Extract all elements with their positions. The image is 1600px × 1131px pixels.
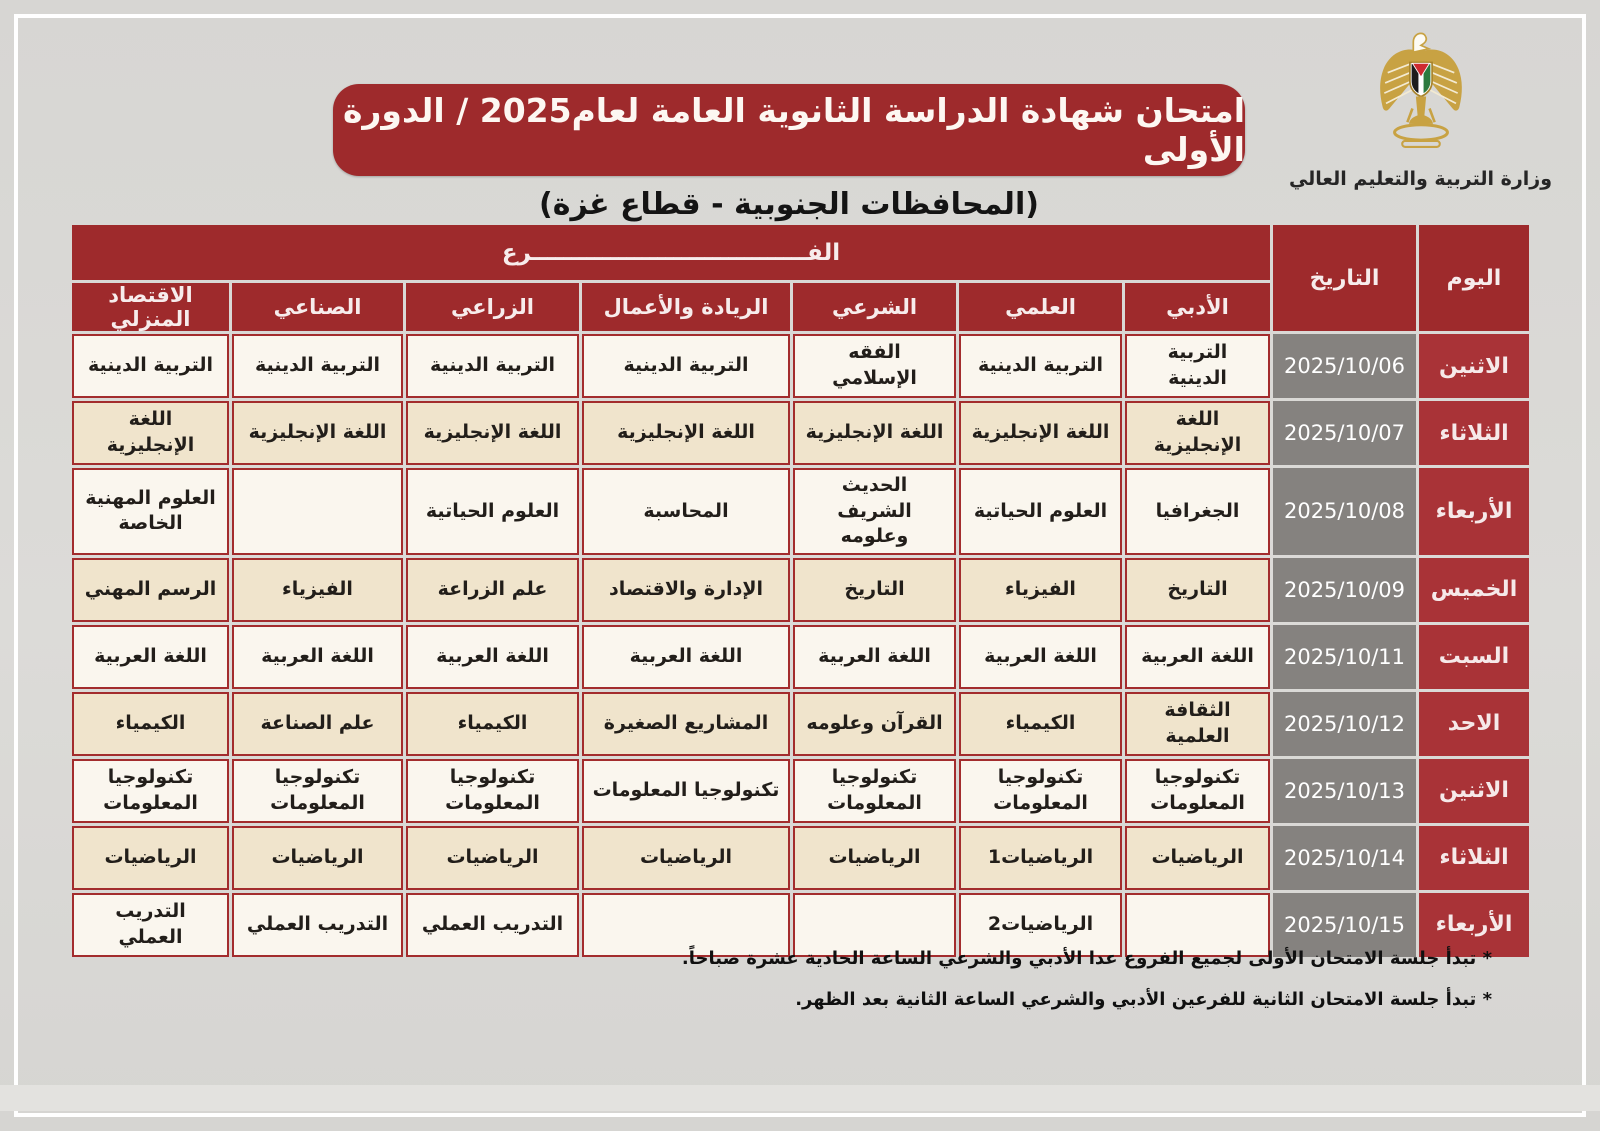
- subject-cell: الفيزياء: [959, 558, 1122, 622]
- subject-cell: العلوم المهنية الخاصة: [72, 468, 229, 555]
- subject-cell: اللغة الإنجليزية: [582, 401, 790, 465]
- day-cell: الاثنين: [1419, 759, 1529, 823]
- date-cell: 2025/10/09: [1273, 558, 1416, 622]
- subject-cell: تكنولوجيا المعلومات: [793, 759, 956, 823]
- ministry-name: وزارة التربية والتعليم العالي: [1288, 168, 1553, 190]
- subject-cell: اللغة العربية: [232, 625, 403, 689]
- subject-cell: التربية الدينية: [232, 334, 403, 398]
- subject-cell: المشاريع الصغيرة: [582, 692, 790, 756]
- ministry-logo-block: [1288, 30, 1553, 190]
- subject-cell: الرياضيات: [232, 826, 403, 890]
- day-cell: الاثنين: [1419, 334, 1529, 398]
- day-cell: الاحد: [1419, 692, 1529, 756]
- subject-cell: [232, 468, 403, 555]
- subject-cell: اللغة الإنجليزية: [1125, 401, 1270, 465]
- branch-group-header: الفـــــــــــــــــــــــــــــــــــرع: [72, 225, 1270, 280]
- day-cell: الثلاثاء: [1419, 826, 1529, 890]
- exam-schedule-table: [69, 222, 1532, 960]
- subject-cell: الجغرافيا: [1125, 468, 1270, 555]
- subject-cell: الفيزياء: [232, 558, 403, 622]
- subject-cell: علم الزراعة: [406, 558, 579, 622]
- subject-cell: تكنولوجيا المعلومات: [959, 759, 1122, 823]
- subject-cell: اللغة الإنجليزية: [793, 401, 956, 465]
- palestine-eagle-emblem-icon: [1369, 30, 1473, 162]
- schedule-table-body: [72, 334, 1529, 957]
- table-row: [72, 826, 1529, 890]
- subject-cell: اللغة الإنجليزية: [959, 401, 1122, 465]
- subject-cell: اللغة الإنجليزية: [406, 401, 579, 465]
- subject-cell: التربية الدينية: [1125, 334, 1270, 398]
- bottom-scan-band: [0, 1085, 1600, 1111]
- table-row: [72, 625, 1529, 689]
- subject-cell: التربية الدينية: [406, 334, 579, 398]
- footnotes: [100, 938, 1492, 1021]
- subject-cell: التاريخ: [793, 558, 956, 622]
- date-cell: 2025/10/08: [1273, 468, 1416, 555]
- date-cell: 2025/10/13: [1273, 759, 1416, 823]
- subject-cell: القرآن وعلومه: [793, 692, 956, 756]
- subject-cell: اللغة الإنجليزية: [72, 401, 229, 465]
- table-row: [72, 692, 1529, 756]
- subject-cell: اللغة العربية: [582, 625, 790, 689]
- branch-header: الشرعي: [793, 283, 956, 331]
- subject-cell: الرسم المهني: [72, 558, 229, 622]
- subject-cell: الرياضيات: [406, 826, 579, 890]
- subject-cell: التاريخ: [1125, 558, 1270, 622]
- day-cell: الثلاثاء: [1419, 401, 1529, 465]
- subject-cell: اللغة العربية: [959, 625, 1122, 689]
- subject-cell: اللغة العربية: [72, 625, 229, 689]
- subject-cell: الكيمياء: [959, 692, 1122, 756]
- subject-cell: تكنولوجيا المعلومات: [582, 759, 790, 823]
- subject-cell: التدريب العملي: [232, 893, 403, 957]
- subject-cell: المحاسبة: [582, 468, 790, 555]
- branch-header: الأدبي: [1125, 283, 1270, 331]
- subject-cell: العلوم الحياتية: [406, 468, 579, 555]
- date-cell: 2025/10/06: [1273, 334, 1416, 398]
- subject-cell: اللغة العربية: [1125, 625, 1270, 689]
- subject-cell: التربية الدينية: [582, 334, 790, 398]
- table-row: [72, 334, 1529, 398]
- page-title: امتحان شهادة الدراسة الثانوية العامة لعام2025 / الدورة الأولى: [342, 91, 1245, 169]
- subject-cell: الرياضيات1: [959, 826, 1122, 890]
- table-row: [72, 759, 1529, 823]
- branch-header: الزراعي: [406, 283, 579, 331]
- table-row: [72, 558, 1529, 622]
- table-row: [72, 401, 1529, 465]
- date-cell: 2025/10/15: [1273, 893, 1416, 957]
- footnote-second-session: * تبدأ جلسة الامتحان الثانية للفرعين الأدبي والشرعي الساعة الثانية بعد الظهر.: [795, 989, 1492, 1011]
- branch-header: الصناعي: [232, 283, 403, 331]
- subject-cell: تكنولوجيا المعلومات: [406, 759, 579, 823]
- subject-cell: تكنولوجيا المعلومات: [232, 759, 403, 823]
- subject-cell: الفقه الإسلامي: [793, 334, 956, 398]
- subject-cell: اللغة العربية: [406, 625, 579, 689]
- subject-cell: تكنولوجيا المعلومات: [1125, 759, 1270, 823]
- subject-cell: اللغة الإنجليزية: [232, 401, 403, 465]
- group-header-row: [72, 225, 1529, 280]
- subject-cell: الكيمياء: [406, 692, 579, 756]
- subject-cell: الرياضيات2: [959, 893, 1122, 957]
- day-cell: السبت: [1419, 625, 1529, 689]
- subject-cell: الرياضيات: [793, 826, 956, 890]
- page-title-banner: [333, 84, 1245, 176]
- date-cell: 2025/10/12: [1273, 692, 1416, 756]
- subject-cell: التربية الدينية: [959, 334, 1122, 398]
- date-cell: 2025/10/14: [1273, 826, 1416, 890]
- subject-cell: الثقافة العلمية: [1125, 692, 1270, 756]
- subject-cell: اللغة العربية: [793, 625, 956, 689]
- day-cell: الأربعاء: [1419, 468, 1529, 555]
- date-column-header: التاريخ: [1273, 225, 1416, 331]
- branch-header: العلمي: [959, 283, 1122, 331]
- subject-cell: الحديث الشريف وعلومه: [793, 468, 956, 555]
- page-subtitle: (المحافظات الجنوبية - قطاع غزة): [539, 187, 1039, 222]
- subject-cell: التدريب العملي: [406, 893, 579, 957]
- day-cell: الخميس: [1419, 558, 1529, 622]
- day-column-header: اليوم: [1419, 225, 1529, 331]
- subject-cell: التربية الدينية: [72, 334, 229, 398]
- subject-cell: تكنولوجيا المعلومات: [72, 759, 229, 823]
- branch-header: الريادة والأعمال: [582, 283, 790, 331]
- subject-cell: علم الصناعة: [232, 692, 403, 756]
- footnote-first-session: * تبدأ جلسة الامتحان الأولى لجميع الفروع عدا الأدبي والشرعي الساعة الحادية عشرة صباحاً.: [681, 948, 1492, 969]
- subject-cell: الكيمياء: [72, 692, 229, 756]
- branch-header: الاقتصاد المنزلي: [72, 283, 229, 331]
- subject-cell: الرياضيات: [582, 826, 790, 890]
- date-cell: 2025/10/11: [1273, 625, 1416, 689]
- subject-cell: التدريب العملي: [72, 893, 229, 957]
- subject-cell: الرياضيات: [72, 826, 229, 890]
- date-cell: 2025/10/07: [1273, 401, 1416, 465]
- subject-cell: الإدارة والاقتصاد: [582, 558, 790, 622]
- subject-cell: العلوم الحياتية: [959, 468, 1122, 555]
- day-cell: الأربعاء: [1419, 893, 1529, 957]
- subject-cell: الرياضيات: [1125, 826, 1270, 890]
- table-row: [72, 468, 1529, 555]
